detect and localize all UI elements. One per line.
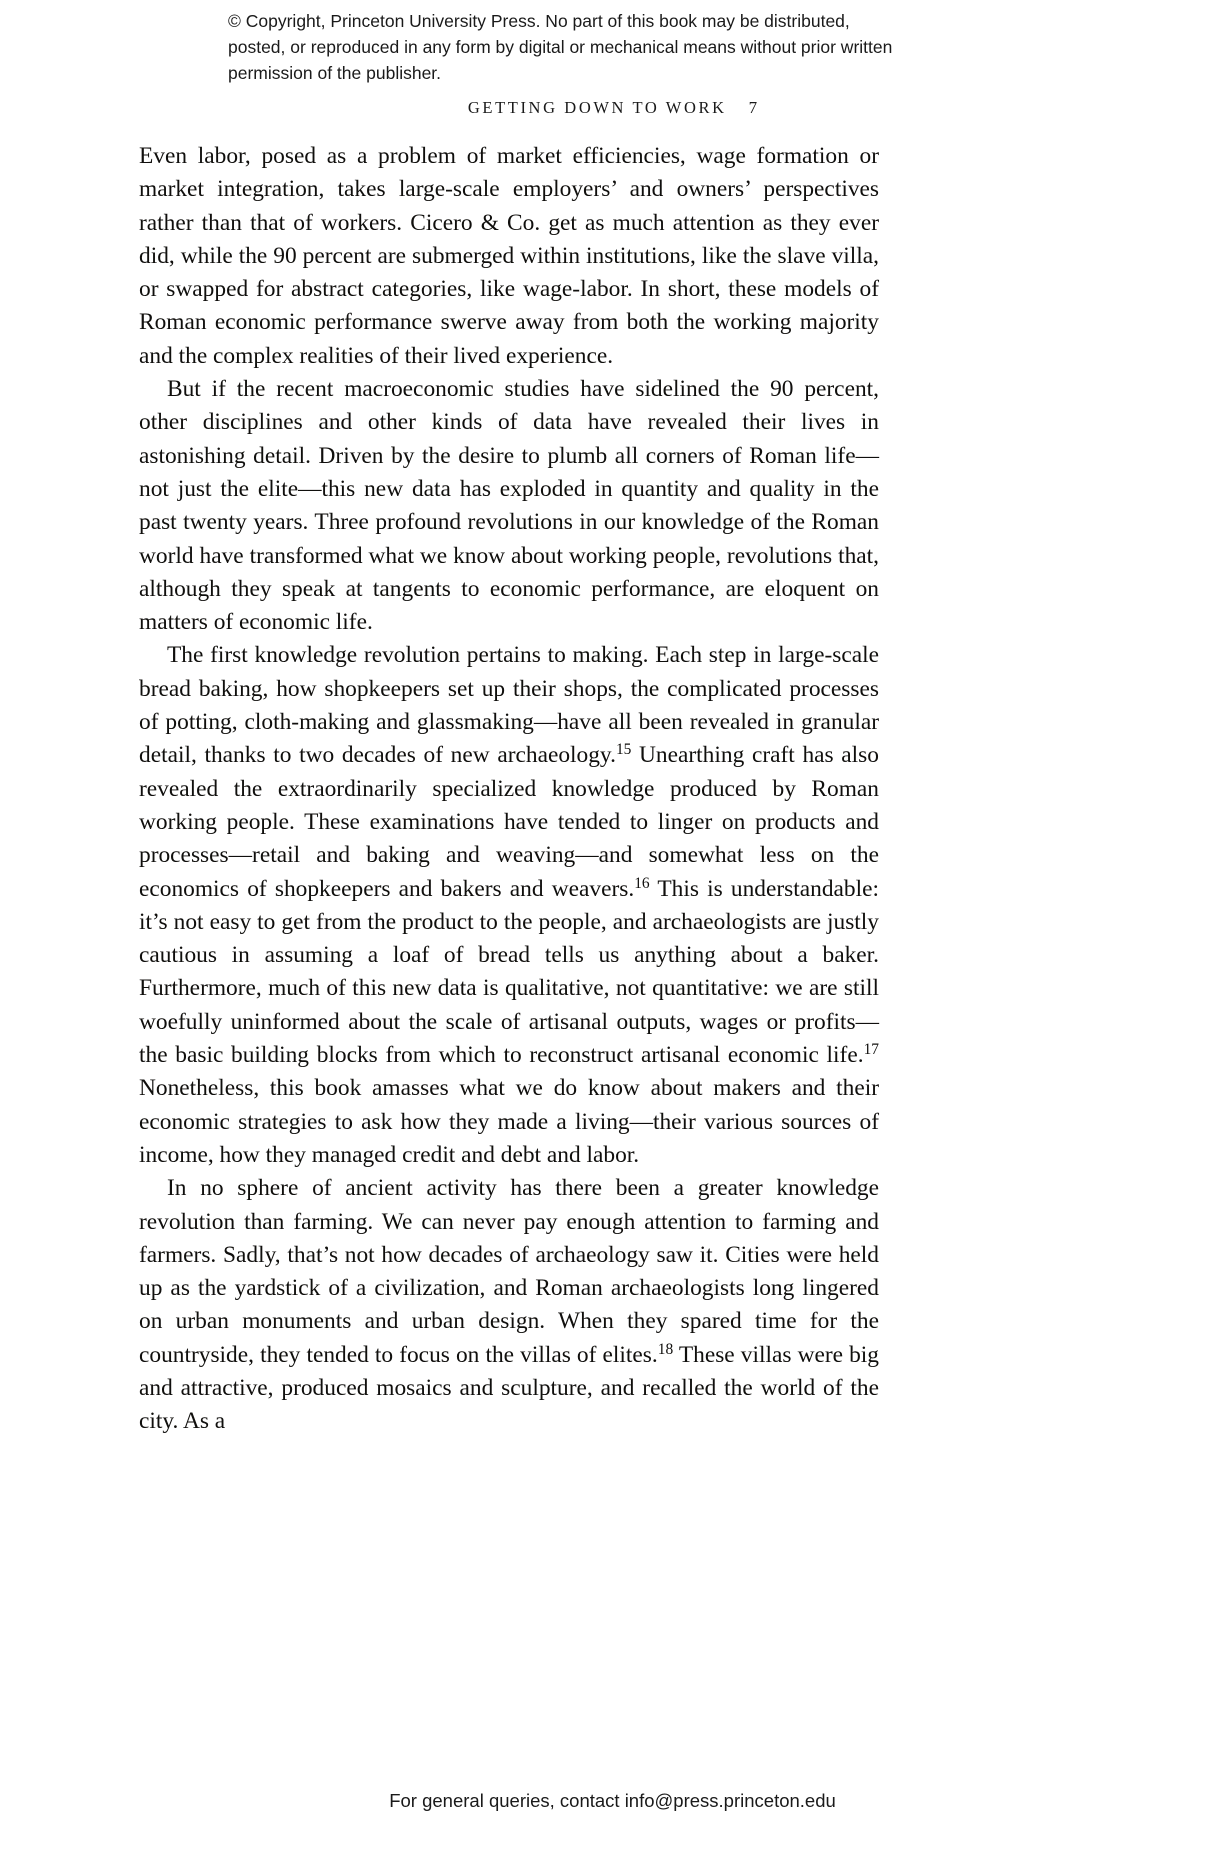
footer-note: For general queries, contact info@press.princeton.edu: [389, 1790, 836, 1811]
footnote-marker[interactable]: 15: [615, 741, 632, 759]
para-2: But if the recent macroeconomic studies have sidelined the 90 percent, other disciplines and other kinds of data have revealed their lives in astonishing detail. Driven by the desire to plumb all corners of Roman life—not just the elite—this new data has exploded in quantity and quality in the past twenty years. Three profound revolutions in our knowledge of the Roman world have transformed what we know about working people, revolutions that, although they speak at tangents to economic performance, are eloquent on matters of economic life.: [139, 376, 879, 636]
copyright-notice: © Copyright, Princeton University Press. No part of this book may be distributed, posted, or reproduced in any form by digital or mechanical means without prior written permission of the publisher.: [228, 11, 893, 83]
body-text: [139, 140, 879, 1439]
footnote-marker[interactable]: 18: [657, 1340, 674, 1358]
para-4: In no sphere of ancient activity has there been a greater knowledge revolution than farming. We can never pay enough attention to farming and farmers. Sadly, that’s not how decades of archaeology saw it. Cities were held up as the yardstick of a civilization, and Roman archaeologists long lingered on urban monuments and urban design. When they spared time for the countryside, they tended to focus on the villas of elites.$^{18}$ These villas were big and attractive, produced mosaics and sculpture, and recalled the world of the city. As a: [139, 1175, 880, 1435]
running-head: [0, 98, 1225, 118]
footnote-marker[interactable]: 16: [634, 874, 650, 892]
para-1: Even labor, posed as a problem of market efficiencies, wage formation or market integration, takes large-scale employers’ and owners’ perspectives rather than that of workers. Cicero & Co. get as much attention as they ever did, while the 90 percent are submerged within institutions, like the slave villa, or swapped for abstract categories, like wage-labor. In short, these models of Roman economic performance swerve away from both the working majority and the complex realities of their lived experience.: [139, 143, 879, 369]
footnote-marker[interactable]: 17: [863, 1041, 879, 1058]
para-3: The first knowledge revolution pertains to making. Each step in large-scale bread baking, how shopkeepers set up their shops, the complicated processes of potting, cloth-making and glassmaking—have all been revealed in granular detail, thanks to two decades of new archaeology.$^{15}$ Unearthing craft has also revealed the extraordinarily specialized knowledge produced by Roman working people. These examinations have tended to linger on products and processes—retail and baking and weaving—and somewhat less on the economics of shopkeepers and bakers and weavers.$^{16}$ This is understandable: it’s not easy to get from the product to the people, and archaeologists are justly cautious in assuming a loaf of bread tells us anything about a baker. Furthermore, much of this new data is qualitative, not quantitative: we are still woefully uninformed about the scale of artisanal outputs, wages or profits—the basic building blocks from which to reconstruct artisanal economic life.$^{17}$ Nonetheless, this book amasses what we do know about makers and their economic strategies to ask how they made a living—their various sources of income, how they managed credit and debt and labor.: [139, 642, 879, 1168]
running-head-title: GETTING DOWN TO WORK: [467, 98, 727, 117]
page-number: 7: [748, 98, 758, 117]
